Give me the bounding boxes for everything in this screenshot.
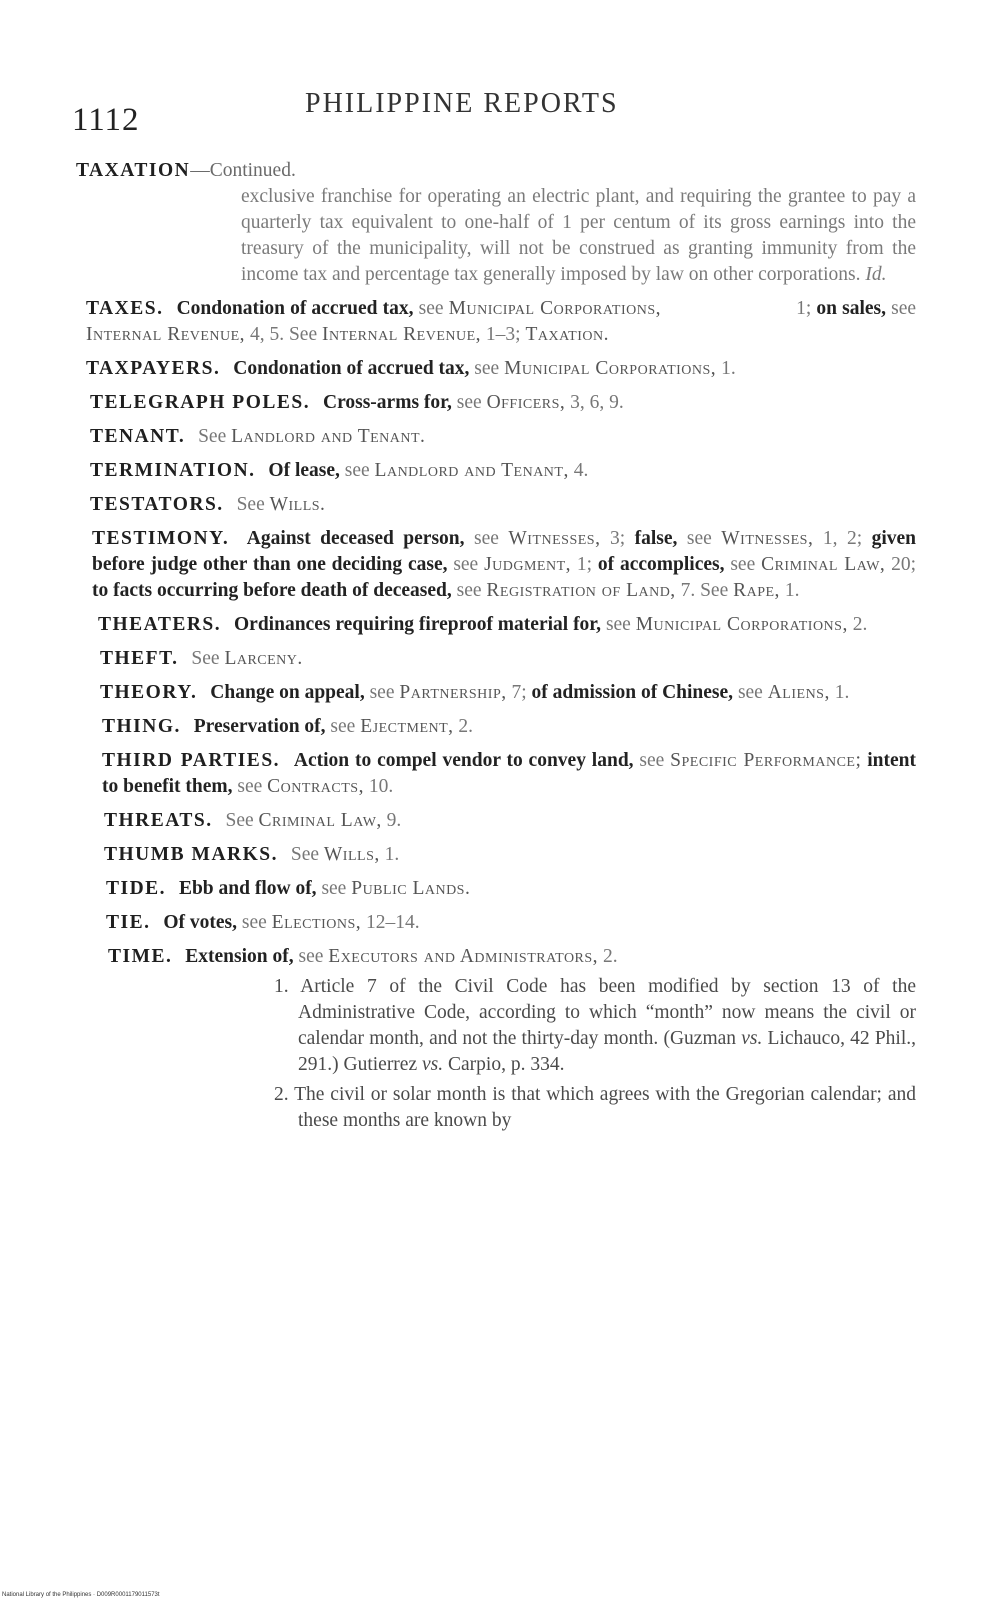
continued-label: —Continued.: [190, 160, 296, 181]
page-number: 1112: [72, 102, 140, 138]
headword: THEATERS.: [98, 614, 222, 635]
headword: TIDE.: [106, 878, 167, 899]
entry-telegraph-poles: TELEGRAPH POLES. Cross-arms for, see Officers, 3, 6, 9.: [90, 392, 624, 413]
entry-tide: TIDE. Ebb and flow of, see Public Lands.: [106, 878, 471, 899]
sub-paragraph-1: 1. Article 7 of the Civil Code has been modified by section 13 of the Administrative Code, according to which “month” now means the civil or calendar month, and not the thirty-day month. (Guzman vs. Lichauco, 42 Phil., 291.) Gutierrez vs. Carpio, p. 334.: [274, 976, 917, 1075]
headword: TERMINATION.: [90, 460, 256, 481]
entry-thumb-marks: THUMB MARKS. See Wills, 1.: [104, 844, 400, 865]
running-title: PHILIPPINE REPORTS: [305, 88, 619, 119]
entry-theft: THEFT. See Larceny.: [100, 648, 303, 669]
headword: THEFT.: [100, 648, 179, 669]
entry-text: exclusive franchise for operating an electric plant, and requiring the grantee to pay a quarterly tax equivalent to one-half of 1 per centum of its gross earnings into the treasury of the municipality, will not be construed as granting immunity from the income tax and percentage tax generally imposed by law on other corporations. Id.: [241, 186, 916, 285]
headword: TAXPAYERS.: [86, 358, 221, 379]
entry-termination: TERMINATION. Of lease, see Landlord and Tenant, 4.: [90, 460, 589, 481]
headword: THEORY.: [100, 682, 198, 703]
entry-tenant: TENANT. See Landlord and Tenant.: [90, 426, 426, 447]
headword: TAXES.: [86, 298, 164, 319]
sub-paragraph-2: 2. The civil or solar month is that which agrees with the Gregorian calendar; and these months are known by: [274, 1084, 916, 1131]
headword: TESTIMONY.: [92, 528, 230, 549]
headword: TENANT.: [90, 426, 186, 447]
entry-theory: THEORY. Change on appeal, see Partnership, 7; of admission of Chinese, see Aliens, 1.: [100, 682, 850, 703]
entry-taxpayers: TAXPAYERS. Condonation of accrued tax, see Municipal Corporations, 1.: [86, 358, 736, 379]
entry-threats: THREATS. See Criminal Law, 9.: [104, 810, 402, 831]
entry-theaters: THEATERS. Ordinances requiring fireproof material for, see Municipal Corporations, 2.: [98, 614, 868, 635]
entry-taxation: [76, 158, 916, 288]
headword: THUMB MARKS.: [104, 844, 278, 865]
headword: TIME.: [108, 946, 173, 967]
headword: TIE.: [106, 912, 151, 933]
entry-tie: TIE. Of votes, see Elections, 12–14.: [106, 912, 420, 933]
index-entries: [76, 158, 916, 1142]
entry-thing: THING. Preservation of, see Ejectment, 2.: [102, 716, 474, 737]
entry-third-parties: THIRD PARTIES. Action to compel vendor to convey land, see Specific Performance; intent to benefit them, see Contracts, 10.: [102, 750, 916, 797]
headword: THREATS.: [104, 810, 213, 831]
entry-taxes: TAXES. Condonation of accrued tax, see Municipal Corporations, 1; on sales, see Internal Revenue, 4, 5. See Internal Revenue, 1–3; Taxation.: [86, 298, 917, 345]
headword: THING.: [102, 716, 181, 737]
footer-watermark: National Library of the Philippines · D009R0001179011573t: [2, 1592, 160, 1598]
headword: TELEGRAPH POLES.: [90, 392, 311, 413]
entry-testators: TESTATORS. See Wills.: [90, 494, 326, 515]
entry-testimony: TESTIMONY. Against deceased person, see Witnesses, 3; false, see Witnesses, 1, 2; given before judge other than one deciding case, see Judgment, 1; of accomplices, see Criminal Law, 20; to facts occurring before death of deceased, see Registration of Land, 7. See Rape, 1.: [92, 528, 917, 601]
entry-time: TIME. Extension of, see Executors and Administrators, 2. 1. Article 7 of the Civil Code has been modified by section 13 of the Administrative Code, according to which “month” now means the civil or calendar month, and not the thirty-day month. (Guzman vs. Lichauco, 42 Phil., 291.) Gutierrez vs. Carpio, p. 334. 2. The civil or solar month is that which agrees with the Gregorian calendar; and these months are known by: [76, 944, 916, 1134]
headword: TAXATION: [76, 160, 191, 181]
headword: THIRD PARTIES.: [102, 750, 281, 771]
headword: TESTATORS.: [90, 494, 224, 515]
